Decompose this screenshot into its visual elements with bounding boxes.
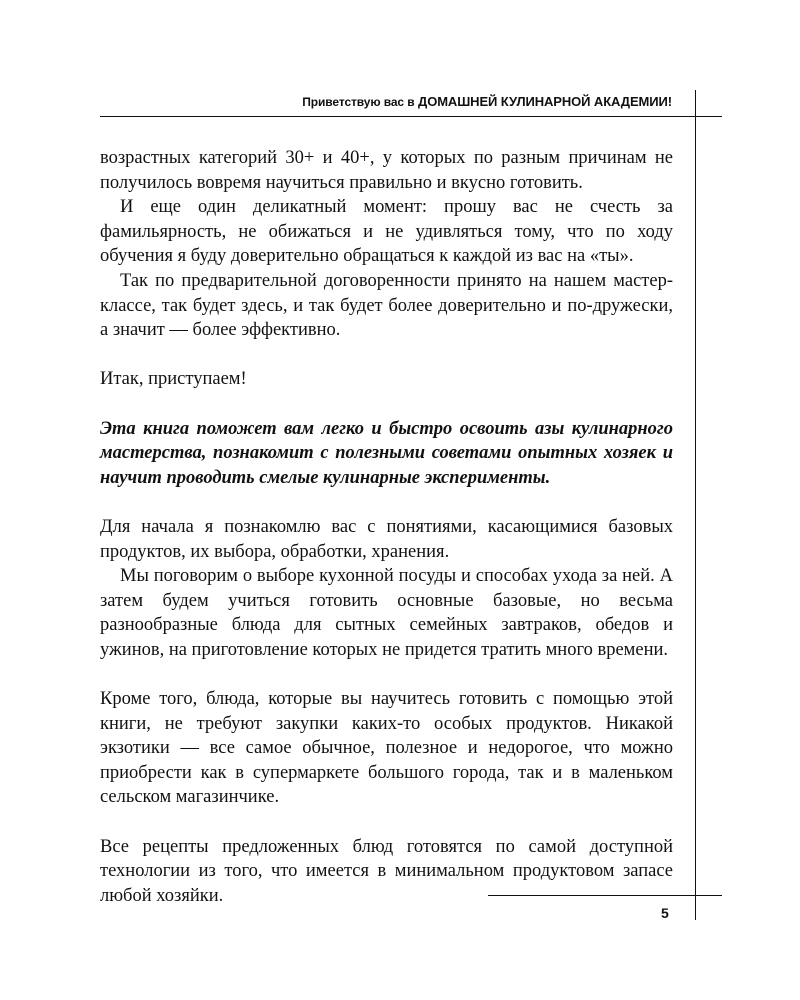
paragraph-familiarity: И еще один деликатный момент: прошу вас не счесть за фамильярность, не обижаться и не удивляться тому, что по ходу обучения я буду доверительно обращаться к каждой из вас на «ты».	[100, 197, 673, 267]
header-rule	[100, 116, 722, 117]
paragraph-book-summary: Эта книга поможет вам легко и быстро освоить азы кулинарного мастерства, познакомит с полезными советами опытных хозяек и научит проводить смелые кулинарные эксперименты.	[100, 418, 673, 488]
paragraph-masterclass: Так по предварительной договоренности принято на нашем мастер-классе, так будет здесь, и так будет более доверительно и по-дружески, а значит — более эффективно.	[100, 270, 673, 341]
running-head-title: ДОМАШНЕЙ КУЛИНАРНОЙ АКАДЕМИИ!	[418, 94, 672, 109]
footer-rule	[488, 895, 722, 896]
page-number: 5	[661, 905, 669, 921]
margin-rule	[695, 90, 696, 920]
running-head	[302, 94, 672, 109]
paragraph-recipes: Все рецепты предложенных блюд готовятся по самой доступной технологии из того, что имеется в минимальном продуктовом запасе любой хозяйки.	[100, 836, 673, 906]
paragraph-ingredients: Кроме того, блюда, которые вы научитесь готовить с помощью этой книги, не требуют закупки каких-то особых продуктов. Никакой экзотики — все самое обычное, полезное и недорогое, что можно приобрести как в супермаркете большого города, так и в маленьком сельском магазинчике.	[100, 689, 673, 808]
paragraph-continuation: возрастных категорий 30+ и 40+, у которых по разным причинам не получилось вовремя научиться правильно и вкусно готовить.	[100, 148, 673, 193]
page-body	[100, 146, 673, 908]
paragraph-basics: Для начала я познакомлю вас с понятиями, касающимися базовых продуктов, их выбора, обработки, хранения.	[100, 516, 673, 562]
paragraph-cookware: Мы поговорим о выборе кухонной посуды и способах ухода за ней. А затем будем учиться готовить основные базовые, но весьма разнообразные блюда для сытных семейных завтраков, обедов и ужинов, на приготовление которых не придется тратить много времени.	[100, 566, 673, 660]
running-head-prefix: Приветствую вас в	[302, 95, 415, 109]
paragraph-start: Итак, приступаем!	[100, 369, 247, 390]
